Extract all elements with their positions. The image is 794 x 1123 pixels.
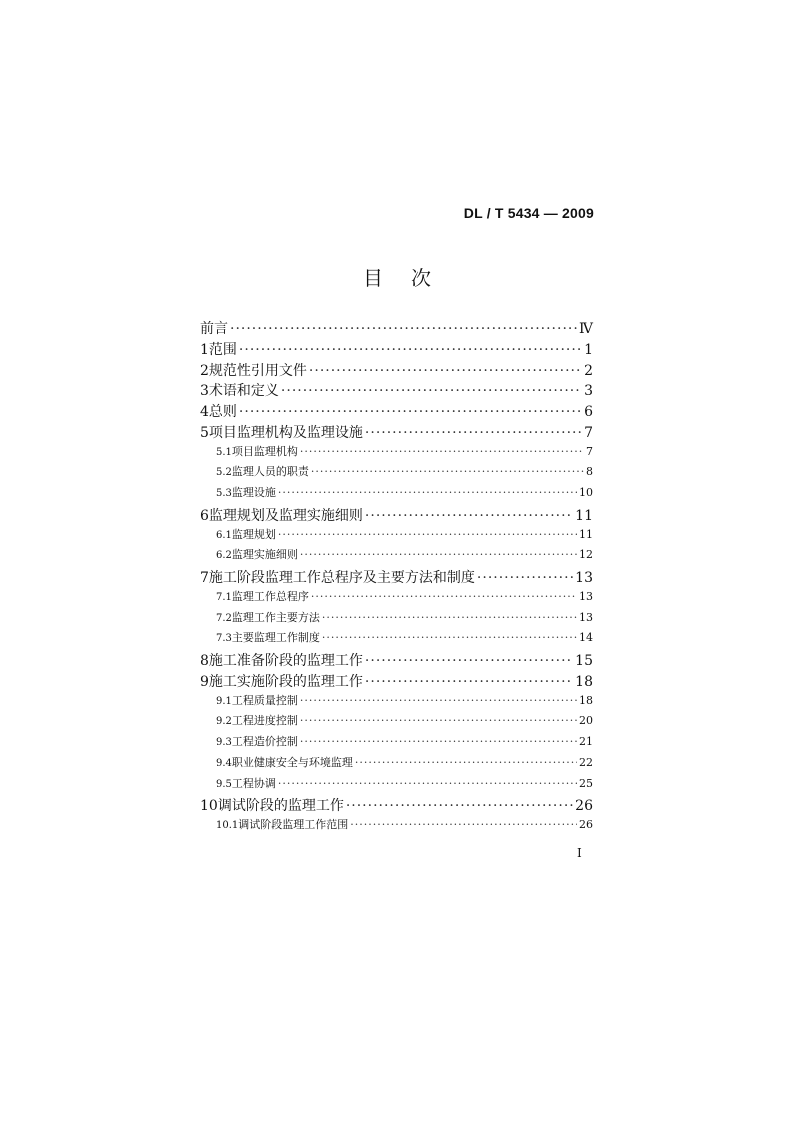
- toc-entry[interactable]: [200, 609, 593, 630]
- dot-leader: [300, 445, 584, 458]
- toc-entry-title: 调试阶段监理工作范围: [238, 818, 349, 831]
- dot-leader: [477, 570, 573, 586]
- table-of-contents: [200, 318, 593, 837]
- toc-entry[interactable]: [200, 443, 593, 464]
- toc-entry-title: 施工准备阶段的监理工作: [208, 653, 363, 669]
- toc-entry-page: 15: [575, 653, 593, 669]
- toc-entry-number: 6.2: [216, 550, 232, 562]
- toc-entry-page: 21: [579, 735, 593, 748]
- toc-entry-number: 5: [200, 424, 209, 441]
- toc-entry[interactable]: [200, 795, 593, 816]
- toc-entry-title: 职业健康安全与环境监理: [231, 755, 353, 769]
- toc-entry-page: 2: [584, 362, 593, 379]
- toc-entry[interactable]: [200, 380, 593, 401]
- toc-entry-title: 范围: [208, 341, 237, 358]
- dot-leader: [311, 465, 584, 478]
- toc-entry[interactable]: [200, 401, 593, 422]
- toc-entry-title: 施工阶段监理工作总程序及主要方法和制度: [208, 570, 475, 586]
- toc-entry-title: 项目监理机构及监理设施: [208, 424, 363, 441]
- toc-entry-page: 3: [584, 383, 593, 400]
- toc-entry-page: 7: [586, 444, 593, 458]
- toc-entry-number: 9: [200, 673, 209, 690]
- toc-entry-title: 工程质量控制: [231, 693, 298, 707]
- toc-entry[interactable]: [200, 339, 593, 360]
- toc-entry-page: 1: [584, 341, 593, 358]
- toc-entry-number: 10.1: [216, 820, 239, 831]
- toc-entry[interactable]: [200, 526, 593, 547]
- toc-entry-page: 18: [575, 673, 593, 690]
- dot-leader: [300, 714, 577, 727]
- toc-entry[interactable]: [200, 546, 593, 567]
- toc-entry-number: 9.1: [216, 695, 232, 707]
- dot-leader: [365, 674, 573, 690]
- toc-entry-page: 14: [579, 631, 593, 645]
- toc-entry-number: 5.2: [216, 467, 232, 479]
- toc-entry[interactable]: [200, 775, 593, 796]
- dot-leader: [309, 363, 582, 379]
- toc-entry-number: 7.3: [216, 633, 232, 645]
- toc-entry-number: 6.1: [216, 529, 232, 541]
- toc-entry-page: 6: [584, 404, 593, 420]
- toc-entry[interactable]: [200, 422, 593, 443]
- toc-entry-number: 4: [200, 404, 209, 420]
- dot-leader: [300, 548, 577, 561]
- toc-entry-page: Ⅳ: [579, 321, 593, 337]
- dot-leader: [311, 590, 577, 603]
- dot-leader: [365, 653, 573, 669]
- toc-entry-number: 7.2: [216, 612, 232, 624]
- toc-entry-title: 调试阶段的监理工作: [217, 798, 344, 815]
- toc-entry[interactable]: [200, 318, 593, 339]
- toc-entry-number: 8: [200, 653, 209, 669]
- toc-entry[interactable]: [200, 754, 593, 775]
- toc-entry-page: 18: [579, 693, 593, 707]
- toc-entry-number: 3: [200, 383, 209, 400]
- toc-entry-title: 监理工作主要方法: [231, 610, 320, 624]
- toc-entry-page: 13: [579, 610, 593, 624]
- dot-leader: [300, 735, 577, 748]
- toc-entry[interactable]: [200, 733, 593, 754]
- toc-entry-title: 总则: [208, 404, 237, 420]
- toc-entry[interactable]: [200, 588, 593, 609]
- toc-entry[interactable]: [200, 463, 593, 484]
- toc-entry-number: 9.3: [216, 737, 232, 748]
- toc-entry-number: 7: [200, 570, 209, 586]
- toc-entry[interactable]: [200, 650, 593, 671]
- dot-leader: [239, 342, 582, 358]
- toc-entry-page: 12: [579, 548, 593, 562]
- toc-entry-title: 前言: [200, 321, 228, 337]
- toc-entry-page: 26: [579, 818, 593, 831]
- toc-entry-page: 25: [579, 776, 593, 790]
- dot-leader: [322, 611, 577, 624]
- toc-entry-page: 11: [575, 507, 593, 524]
- toc-entry-page: 20: [579, 714, 593, 728]
- toc-entry[interactable]: [200, 692, 593, 713]
- dot-leader: [278, 777, 577, 790]
- toc-entry-page: 26: [575, 798, 593, 815]
- toc-entry[interactable]: [200, 567, 593, 588]
- dot-leader: [346, 798, 573, 814]
- toc-entry[interactable]: [200, 671, 593, 692]
- dot-leader: [300, 694, 577, 707]
- toc-entry-number: 2: [200, 362, 209, 379]
- toc-entry-number: 6: [200, 507, 209, 524]
- toc-entry[interactable]: [200, 484, 593, 505]
- toc-entry-page: 13: [575, 570, 593, 586]
- toc-entry-title: 施工实施阶段的监理工作: [208, 673, 363, 690]
- dot-leader: [278, 528, 577, 541]
- toc-entry[interactable]: [200, 629, 593, 650]
- toc-entry-page: 7: [584, 424, 593, 441]
- standard-code: DL / T 5434 — 2009: [463, 205, 594, 221]
- toc-entry-title: 工程协调: [231, 776, 276, 790]
- toc-entry-number: 5.3: [216, 488, 232, 499]
- page-title: 目次: [363, 266, 459, 290]
- toc-entry-title: 监理实施细则: [231, 548, 298, 562]
- toc-entry-title: 规范性引用文件: [208, 362, 307, 379]
- toc-entry-number: 9.4: [216, 757, 232, 769]
- toc-entry-number: 7.1: [216, 591, 232, 603]
- toc-entry-title: 项目监理机构: [231, 444, 298, 458]
- toc-entry[interactable]: [200, 505, 593, 526]
- toc-entry-page: 22: [579, 755, 593, 769]
- toc-entry-title: 监理工作总程序: [231, 589, 309, 603]
- toc-entry-page: 8: [586, 465, 593, 479]
- dot-leader: [281, 383, 582, 399]
- toc-entry-page: 13: [579, 589, 593, 603]
- toc-entry-number: 5.1: [216, 446, 232, 458]
- toc-entry-number: 9.5: [216, 778, 232, 790]
- toc-entry-title: 主要监理工作制度: [231, 631, 320, 645]
- toc-entry-number: 1: [200, 341, 209, 358]
- dot-leader: [322, 631, 577, 644]
- dot-leader: [350, 818, 577, 831]
- toc-entry[interactable]: [200, 360, 593, 381]
- toc-entry-title: 工程进度控制: [231, 714, 298, 728]
- toc-entry-title: 监理设施: [231, 486, 276, 499]
- toc-entry-title: 术语和定义: [208, 383, 279, 400]
- toc-entry-page: 11: [579, 527, 593, 541]
- dot-leader: [365, 508, 573, 524]
- toc-entry-number: 10: [200, 798, 218, 815]
- dot-leader: [230, 321, 577, 337]
- toc-entry-title: 工程造价控制: [231, 735, 298, 748]
- dot-leader: [239, 404, 582, 420]
- toc-entry[interactable]: [200, 712, 593, 733]
- toc-entry-title: 监理规划及监理实施细则: [208, 507, 363, 524]
- toc-entry-title: 监理规划: [231, 527, 276, 541]
- dot-leader: [365, 425, 582, 441]
- page-number: I: [577, 846, 582, 860]
- toc-entry-page: 10: [579, 486, 593, 499]
- toc-entry[interactable]: [200, 816, 593, 837]
- toc-entry-number: 9.2: [216, 716, 232, 728]
- dot-leader: [355, 756, 577, 769]
- toc-entry-title: 监理人员的职责: [231, 465, 309, 479]
- dot-leader: [278, 486, 577, 499]
